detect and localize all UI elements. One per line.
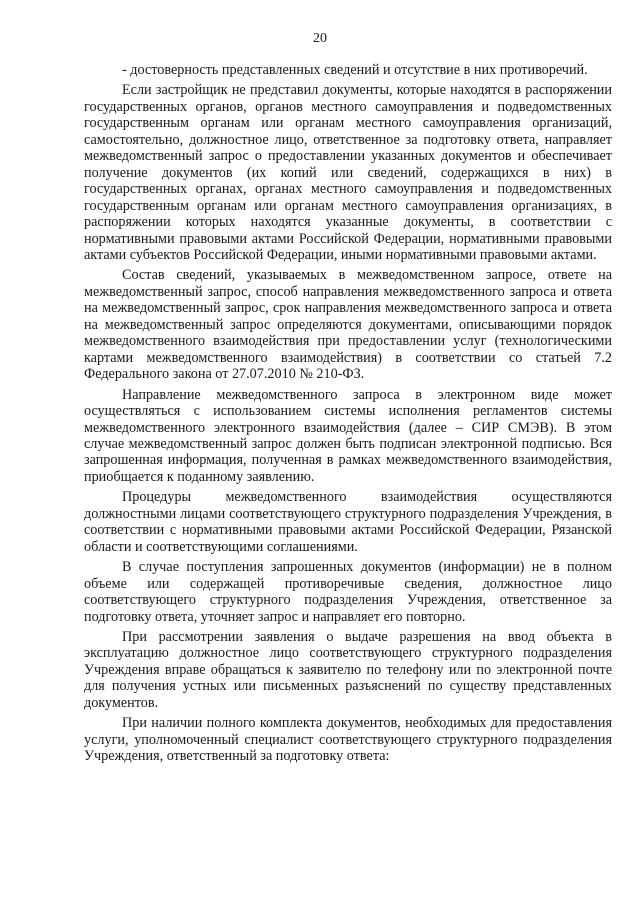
paragraph: При рассмотрении заявления о выдаче разрешения на ввод объекта в эксплуатацию должностное лицо соответствующего структурного подразделения Учреждения вправе обращаться к заявителю по телефону или по электронной почте для получения устных или письменных разъяснений по существу представленных документов.: [84, 628, 612, 711]
paragraph: Состав сведений, указываемых в межведомственном запросе, ответе на межведомственный запрос, способ направления межведомственного запроса и ответа на межведомственный запрос, срок направления межведомственного запроса и ответа на межведомственный запрос определяются документами, описывающими порядок межведомственного взаимодействия при предоставлении услуг (технологическими картами межведомственного взаимодействия) в соответствии со статьей 7.2 Федерального закона от 27.07.2010 № 210-ФЗ.: [84, 267, 612, 383]
paragraph: - достоверность представленных сведений и отсутствие в них противоречий.: [122, 62, 588, 78]
paragraph: Процедуры межведомственного взаимодействия осуществляются должностными лицами соответствующего структурного подразделения Учреждения, в соответствии с нормативными правовыми актами Российской Федерации, Рязанской области и соответствующими соглашениями.: [84, 489, 612, 555]
paragraph: Направление межведомственного запроса в электронном виде может осуществляться с использованием системы исполнения регламентов системы межведомственного электронного взаимодействия (далее – СИР СМЭВ). В этом случае межведомственный запрос должен быть подписан электронной подписью. Вся запрошенная информация, полученная в рамках межведомственного взаимодействия, приобщается к поданному заявлению.: [84, 386, 612, 485]
paragraph: Если застройщик не представил документы, которые находятся в распоряжении государственных органов, органов местного самоуправления и подведомственных государственным органам или органам местного самоуправления организаций, самостоятельно, должностное лицо, ответственное за подготовку ответа, направляет межведомственный запрос о предоставлении указанных документов и обеспечивает получение документов (их копий или сведений, содержащихся в них) в государственных органах, органах местного самоуправления и подведомственных государственным органам или органам местного самоуправления организациях, в распоряжении которых находятся указанные документы, в соответствии с нормативными правовыми актами Российской Федерации, нормативными правовыми актами субъектов Российской Федерации, иными нормативными правовыми актами.: [84, 82, 612, 263]
page-number: 20: [313, 31, 327, 46]
paragraph: В случае поступления запрошенных документов (информации) не в полном объеме или содержащей противоречивые сведения, должностное лицо соответствующего структурного подразделения Учреждения, ответственное за подготовку ответа, уточняет запрос и направляет его повторно.: [84, 559, 612, 625]
paragraph: При наличии полного комплекта документов, необходимых для предоставления услуги, уполномоченный специалист соответствующего структурного подразделения Учреждения, ответственный за подготовку ответа:: [84, 715, 612, 765]
document-body: [84, 62, 612, 769]
